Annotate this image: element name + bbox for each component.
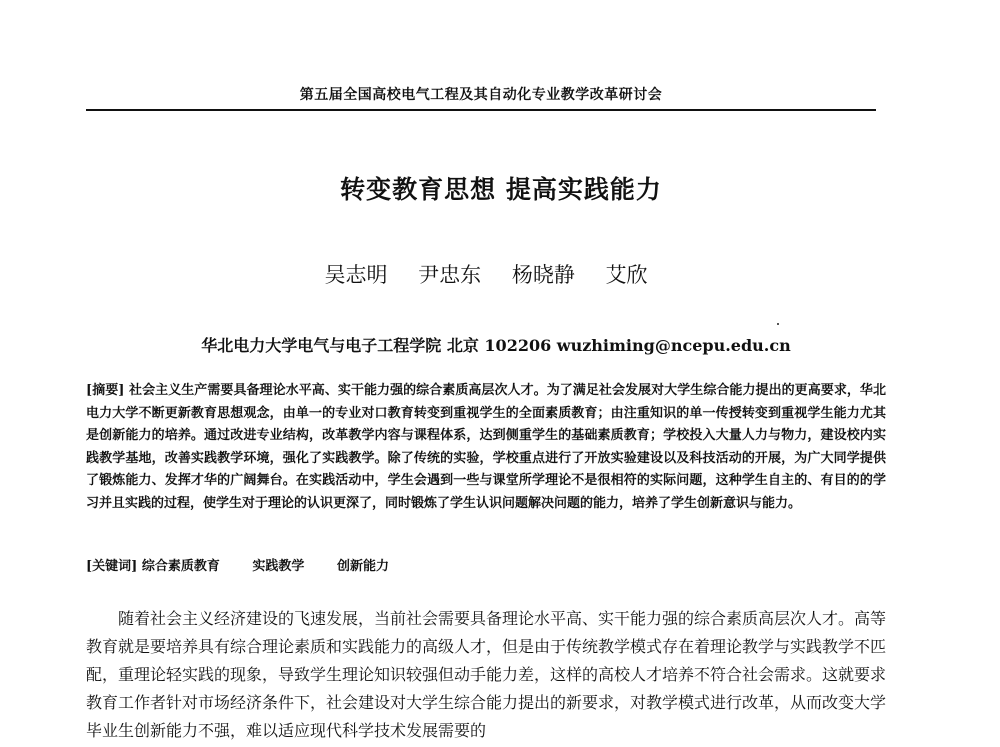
- affiliation: 华北电力大学电气与电子工程学院 北京 102206 wuzhiming@ncepu.edu.cn: [201, 336, 791, 355]
- keyword: 综合素质教育: [141, 559, 220, 574]
- author: 吴志明: [324, 263, 388, 287]
- keyword: 实践教学: [252, 559, 305, 574]
- author: 尹忠东: [418, 263, 482, 287]
- author: 杨晓静: [511, 263, 575, 287]
- body-paragraph: 随着社会主义经济建设的飞速发展，当前社会需要具备理论水平高、实干能力强的综合素质高层次人才。高等教育就是要培养具有综合理论素质和实践能力的高级人才，但是由于传统教学模式存在着理论教学与实践教学不匹配，重理论轻实践的现象，导致学生理论知识较强但动手能力差，这样的高校人才培养不符合社会需求。这就要求教育工作者针对市场经济条件下，社会建设对大学生综合能力提出的新要求，对教学模式进行改革，从而改变大学毕业生创新能力不强，难以适应现代科学技术发展需要的: [86, 609, 887, 740]
- abstract-label: [摘要]: [86, 383, 125, 398]
- running-head: 第五届全国高校电气工程及其自动化专业教学改革研讨会: [299, 87, 663, 103]
- paper-title: 转变教育思想 提高实践能力: [340, 175, 662, 204]
- abstract-text: 社会主义生产需要具备理论水平高、实干能力强的综合素质高层次人才。为了满足社会发展对大学生综合能力提出的更高要求，华北电力大学不断更新教育思想观念，由单一的专业对口教育转变到重视学生的全面素质教育；由注重知识的单一传授转变到重视学生能力尤其是创新能力的培养。通过改进专业结构，改革教学内容与课程体系，达到侧重学生的基础素质教育；学校投入大量人力与物力，建设校内实践教学基地，改善实践教学环境，强化了实践教学。除了传统的实验，学校重点进行了开放实验建设以及科技活动的开展，为广大同学提供了锻炼能力、发挥才华的广阔舞台。在实践活动中，学生会遇到一些与课堂所学理论不是很相符的实际问题，这种学生自主的、有目的的学习并且实践的过程，使学生对于理论的认识更深了，同时锻炼了学生认识问题解决问题的能力，培养了学生创新意识与能力。: [86, 383, 886, 511]
- abstract: [86, 380, 886, 515]
- header-rule: [86, 109, 876, 111]
- author-list: [86, 259, 886, 289]
- scan-speck: [777, 323, 779, 325]
- author: 艾欣: [605, 263, 648, 287]
- keywords-label: [关键词]: [86, 559, 138, 574]
- keyword: 创新能力: [336, 559, 389, 574]
- keywords: [86, 555, 886, 574]
